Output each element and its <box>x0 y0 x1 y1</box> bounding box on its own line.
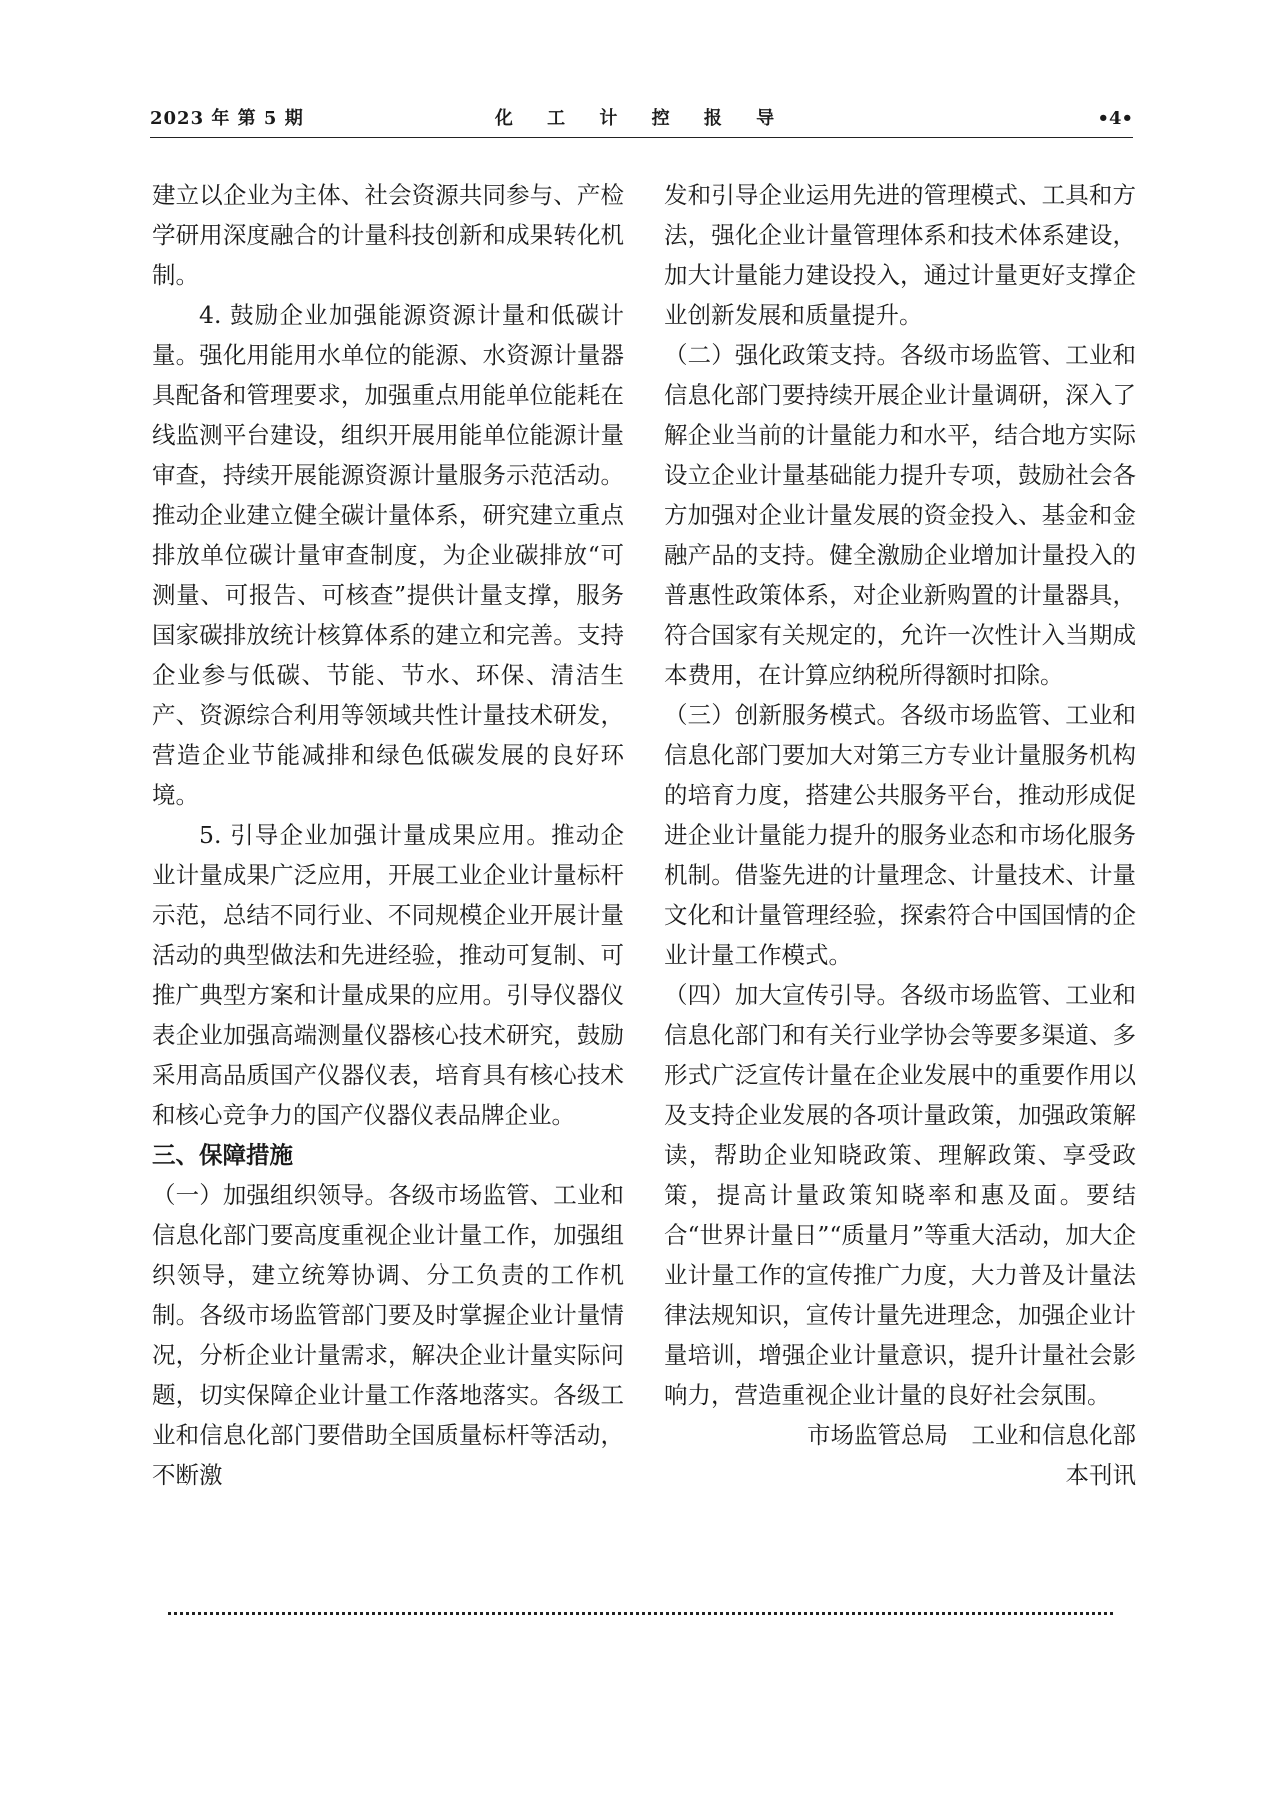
paragraph: 4. 鼓励企业加强能源资源计量和低碳计量。强化用能用水单位的能源、水资源计量器具配备和管理要求，加强重点用能单位能耗在线监测平台建设，组织开展用能单位能源计量审查，持续开展能源资源计量服务示范活动。推动企业建立健全碳计量体系，研究建立重点排放单位碳计量审查制度，为企业碳排放“可测量、可报告、可核查”提供计量支撑，服务国家碳排放统计核算体系的建立和完善。支持企业参与低碳、节能、节水、环保、清洁生产、资源综合利用等领域共性计量技术研发，营造企业节能减排和绿色低碳发展的良好环境。 <box>152 301 624 809</box>
journal-title: 化 工 计 控 报 导 <box>494 108 789 129</box>
paragraph: 5. 引导企业加强计量成果应用。推动企业计量成果广泛应用，开展工业企业计量标杆示范，总结不同行业、不同规模企业开展计量活动的典型做法和先进经验，推动可复制、可推广典型方案和计量成果的应用。引导仪器仪表企业加强高端测量仪器核心技术研究，鼓励采用高品质国产仪器仪表，培育具有核心技术和核心竞争力的国产仪器仪表品牌企业。 <box>152 821 624 1129</box>
page-number: •4• <box>1097 108 1133 129</box>
paragraph: 发和引导企业运用先进的管理模式、工具和方法，强化企业计量管理体系和技术体系建设，加大计量能力建设投入，通过计量更好支撑企业创新发展和质量提升。 <box>664 181 1136 329</box>
section-heading: 三、保障措施 <box>152 1141 293 1169</box>
signoff-agencies: 市场监管总局 工业和信息化部 <box>807 1421 1136 1449</box>
left-column <box>152 175 624 1495</box>
signoff-source: 本刊讯 <box>1065 1461 1136 1489</box>
paragraph: 建立以企业为主体、社会资源共同参与、产检学研用深度融合的计量科技创新和成果转化机制。 <box>152 181 624 289</box>
paragraph: （三）创新服务模式。各级市场监管、工业和信息化部门要加大对第三方专业计量服务机构的培育力度，搭建公共服务平台，推动形成促进企业计量能力提升的服务业态和市场化服务机制。借鉴先进的计量理念、计量技术、计量文化和计量管理经验，探索符合中国国情的企业计量工作模式。 <box>664 701 1136 969</box>
footer-dotted-divider <box>168 1612 1113 1615</box>
right-column <box>664 175 1136 1495</box>
issue-label: 2023 年 第 5 期 <box>150 108 304 129</box>
paragraph: （二）强化政策支持。各级市场监管、工业和信息化部门要持续开展企业计量调研，深入了解企业当前的计量能力和水平，结合地方实际设立企业计量基础能力提升专项，鼓励社会各方加强对企业计量发展的资金投入、基金和金融产品的支持。健全激励企业增加计量投入的普惠性政策体系，对企业新购置的计量器具，符合国家有关规定的，允许一次性计入当期成本费用，在计算应纳税所得额时扣除。 <box>664 341 1136 689</box>
paragraph: （一）加强组织领导。各级市场监管、工业和信息化部门要高度重视企业计量工作，加强组织领导，建立统筹协调、分工负责的工作机制。各级市场监管部门要及时掌握企业计量情况，分析企业计量需求，解决企业计量实际问题，切实保障企业计量工作落地落实。各级工业和信息化部门要借助全国质量标杆等活动，不断激 <box>152 1181 624 1489</box>
paragraph: （四）加大宣传引导。各级市场监管、工业和信息化部门和有关行业学协会等要多渠道、多形式广泛宣传计量在企业发展中的重要作用以及支持企业发展的各项计量政策，加强政策解读，帮助企业知晓政策、理解政策、享受政策，提高计量政策知晓率和惠及面。要结合“世界计量日”“质量月”等重大活动，加大企业计量工作的宣传推广力度，大力普及计量法律法规知识，宣传计量先进理念，加强企业计量培训，增强企业计量意识，提升计量社会影响力，营造重视企业计量的良好社会氛围。 <box>664 981 1136 1409</box>
header-divider <box>150 137 1133 138</box>
running-header <box>150 104 1133 134</box>
